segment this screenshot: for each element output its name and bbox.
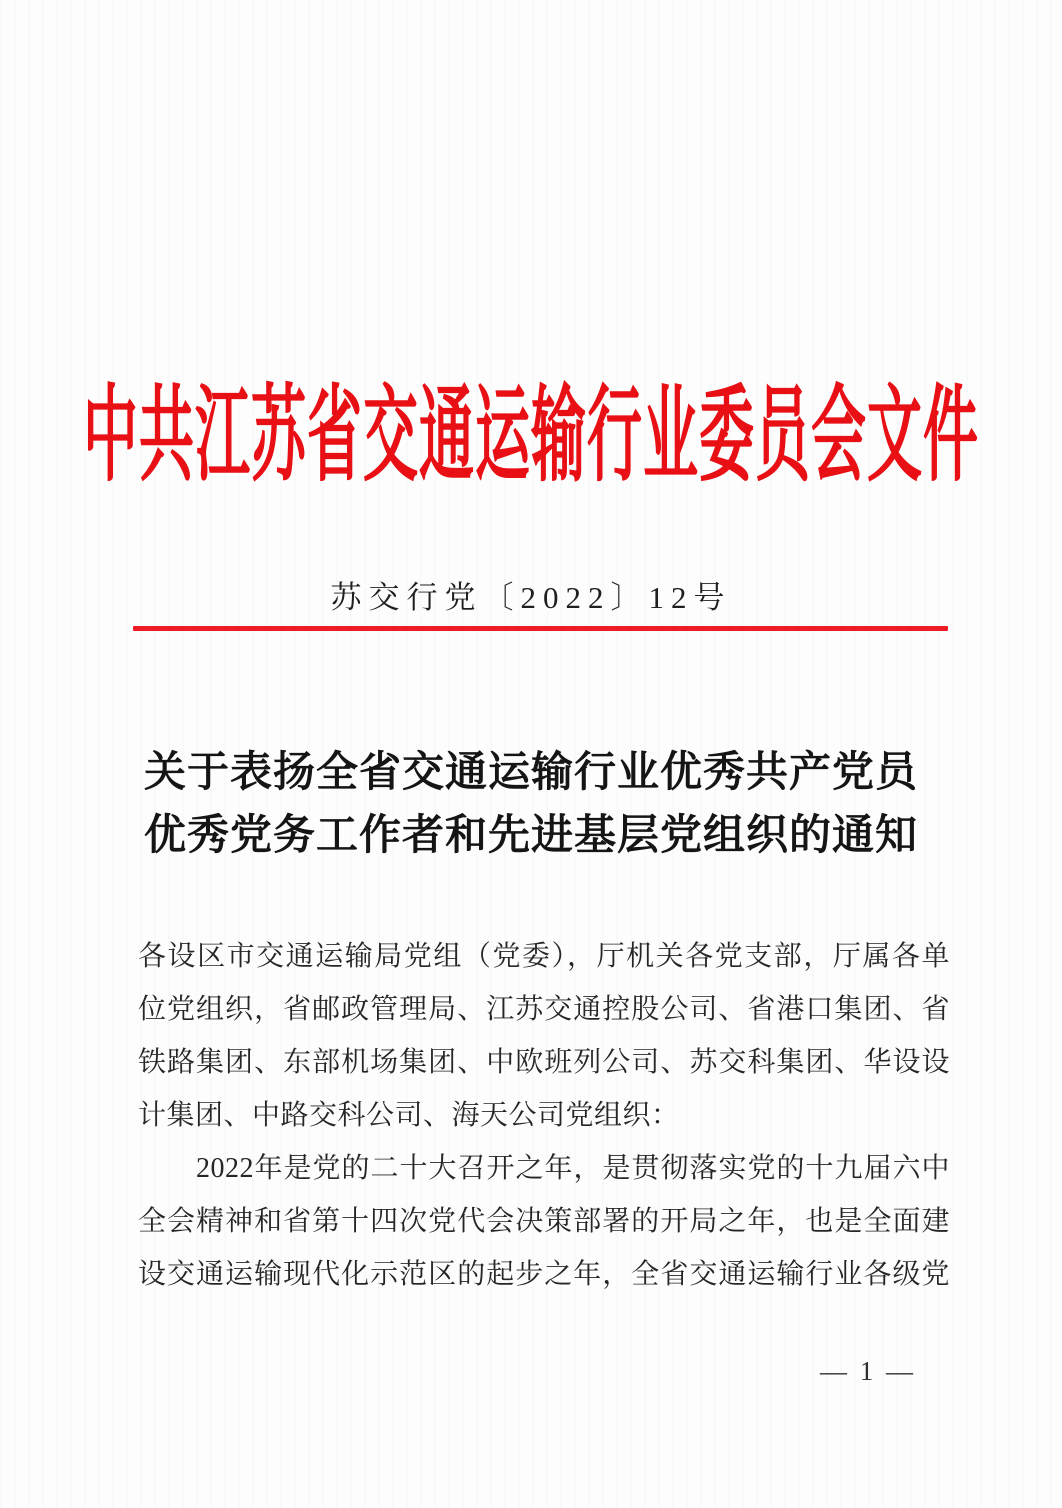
body-line: 全会精神和省第十四次党代会决策部署的开局之年，也是全面建 — [138, 1206, 950, 1237]
body-line: 计集团、中路交科公司、海天公司党组织： — [138, 1100, 680, 1131]
body-line: 铁路集团、东部机场集团、中欧班列公司、苏交科集团、华设设 — [138, 1047, 950, 1078]
document-title — [0, 742, 1062, 868]
body-line: 设交通运输现代化示范区的起步之年，全省交通运输行业各级党 — [138, 1259, 950, 1290]
document-title-line1: 关于表扬全省交通运输行业优秀共产党员 — [143, 750, 918, 796]
body-line: 位党组织，省邮政管理局、江苏交通控股公司、省港口集团、省 — [138, 994, 950, 1025]
page-number: — 1 — — [820, 1356, 916, 1386]
red-header-banner — [0, 363, 1062, 494]
body-line: 2022年是党的二十大召开之年，是贯彻落实党的十九届六中 — [196, 1153, 950, 1184]
body-line: 各设区市交通运输局党组（党委），厅机关各党支部，厅属各单 — [138, 941, 950, 972]
red-header-title: 中共江苏省交通运输行业委员会文件 — [82, 377, 979, 494]
document-number: 苏交行党〔2022〕12号 — [330, 580, 732, 615]
document-title-line2: 优秀党务工作者和先进基层党组织的通知 — [143, 813, 918, 859]
document-body — [138, 930, 950, 1301]
red-divider-line — [133, 626, 948, 631]
